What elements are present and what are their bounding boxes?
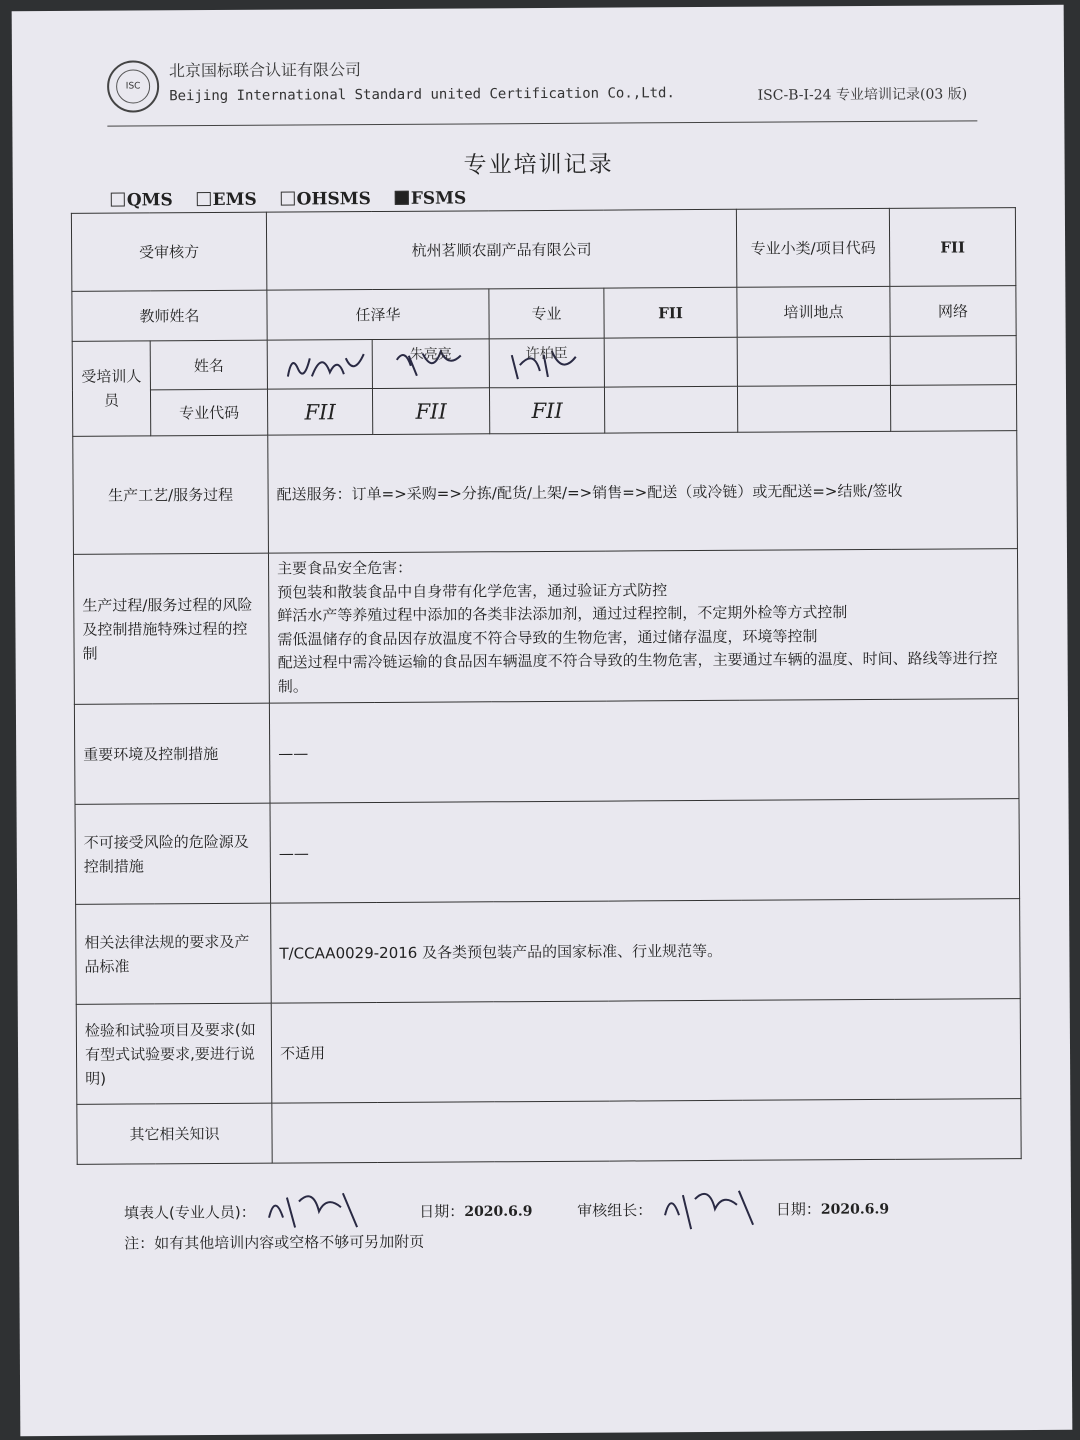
trainee-3-code: FII bbox=[489, 387, 604, 434]
risk-line: 预包装和散装食品中自身带有化学危害，通过验证方式防控 bbox=[277, 580, 668, 602]
row-trainee-codes bbox=[72, 385, 1016, 437]
other-knowledge-label: 其它相关知识 bbox=[77, 1103, 272, 1164]
document-code: ISC-B-I-24 专业培训记录(03 版) bbox=[757, 86, 968, 104]
reviewer-date-label: 日期： bbox=[775, 1199, 821, 1219]
row-inspection bbox=[76, 999, 1021, 1105]
risk-line: 主要食品安全危害： bbox=[277, 558, 413, 578]
trainee-empty-cell bbox=[604, 386, 737, 433]
management-system-checklist bbox=[111, 188, 485, 210]
company-name-cn: 北京国标联合认证有限公司 bbox=[168, 60, 362, 81]
major-label: 专业 bbox=[489, 288, 604, 339]
checked-checkbox-icon bbox=[395, 191, 409, 205]
row-other-knowledge bbox=[77, 1099, 1021, 1165]
filler-date: 2020.6.9 bbox=[464, 1203, 533, 1220]
system-ohsms[interactable]: OHSMS bbox=[281, 189, 371, 210]
row-risk bbox=[73, 549, 1018, 705]
company-name-en: Beijing International Standard united Certification Co.,Ltd. bbox=[169, 85, 675, 105]
reviewer-label: 审核组长： bbox=[577, 1200, 653, 1220]
reviewer-signature-icon bbox=[657, 1185, 767, 1236]
trainee-empty-cell bbox=[737, 336, 890, 386]
location-value: 网络 bbox=[890, 286, 1016, 337]
risk-line: 配送过程中需冷链运输的食品因车辆温度不符合导致的生物危害，主要通过车辆的温度、时间、路线等进行控制。 bbox=[277, 649, 998, 696]
filler-signature-icon bbox=[260, 1187, 370, 1238]
logo-mark: ISC bbox=[116, 69, 150, 103]
system-fsms[interactable]: FSMS bbox=[395, 188, 467, 208]
trainee-empty-cell bbox=[737, 385, 890, 432]
row-environment bbox=[74, 699, 1019, 805]
trainee-empty-cell bbox=[890, 385, 1016, 432]
name-label: 姓名 bbox=[150, 340, 267, 390]
row-trainee-names bbox=[72, 336, 1016, 391]
header-divider bbox=[107, 120, 977, 126]
trainee-3-name: 许柏臣 bbox=[489, 338, 604, 388]
footer-note: 注：如有其他培训内容或空格不够可另加附页 bbox=[124, 1232, 425, 1253]
risk-line: 鲜活水产等养殖过程中添加的各类非法添加剂，通过过程控制，不定期外检等方式控制 bbox=[277, 603, 848, 625]
subcategory-value: FII bbox=[889, 208, 1015, 287]
trainee-1-name bbox=[267, 340, 372, 390]
trainee-2-name: 朱亮亮 bbox=[372, 339, 489, 389]
trainee-1-code: FII bbox=[267, 389, 372, 436]
trainees-label: 受培训人员 bbox=[72, 341, 151, 436]
location-label: 培训地点 bbox=[737, 286, 890, 337]
row-law bbox=[76, 899, 1021, 1005]
auditee-label: 受审核方 bbox=[71, 212, 266, 291]
row-teacher bbox=[72, 286, 1016, 342]
row-unacceptable-risk bbox=[75, 799, 1020, 905]
major-value: FII bbox=[604, 287, 737, 338]
system-ems[interactable]: EMS bbox=[197, 190, 257, 210]
environment-label: 重要环境及控制措施 bbox=[74, 703, 270, 804]
inspection-label: 检验和试验项目及要求(如有型式试验要求,要进行说明) bbox=[76, 1003, 272, 1104]
risk-value bbox=[268, 549, 1018, 704]
teacher-value: 任泽华 bbox=[267, 289, 489, 340]
auditee-value: 杭州茗顺农副产品有限公司 bbox=[266, 209, 736, 290]
environment-value: —— bbox=[269, 699, 1019, 804]
signature-icon bbox=[282, 346, 372, 389]
row-process bbox=[73, 431, 1018, 555]
law-value: T/CCAA0029-2016 及各类预包装产品的国家标准、行业规范等。 bbox=[271, 899, 1021, 1004]
inspection-value: 不适用 bbox=[271, 999, 1021, 1104]
subcategory-label: 专业小类/项目代码 bbox=[736, 208, 889, 287]
signature-line bbox=[124, 1184, 889, 1239]
filler-date-label: 日期： bbox=[419, 1201, 465, 1221]
other-knowledge-value bbox=[272, 1099, 1021, 1164]
document-sheet bbox=[12, 5, 1073, 1436]
checkbox-icon bbox=[111, 193, 125, 207]
checkbox-icon bbox=[197, 192, 211, 206]
system-qms[interactable]: QMS bbox=[111, 190, 173, 210]
training-record-table bbox=[71, 207, 1022, 1165]
trainee-empty-cell bbox=[890, 336, 1016, 386]
company-logo bbox=[107, 60, 159, 112]
form-title: 专业培训记录 bbox=[463, 151, 614, 179]
law-label: 相关法律法规的要求及产品标准 bbox=[76, 903, 272, 1004]
trainee-2-code: FII bbox=[372, 388, 489, 435]
risk-label: 生产过程/服务过程的风险及控制措施特殊过程的控制 bbox=[73, 553, 269, 704]
teacher-label: 教师姓名 bbox=[72, 290, 267, 341]
process-label: 生产工艺/服务过程 bbox=[73, 435, 269, 554]
checkbox-icon bbox=[281, 192, 295, 206]
code-label: 专业代码 bbox=[150, 389, 267, 436]
risk-line: 需低温储存的食品因存放温度不符合导致的生物危害，通过储存温度，环境等控制 bbox=[277, 626, 818, 649]
row-auditee bbox=[71, 208, 1015, 292]
trainee-empty-cell bbox=[604, 337, 737, 387]
process-value: 配送服务：订单=>采购=>分拣/配货/上架/=>销售=>配送（或冷链）或无配送=>结账/签收 bbox=[268, 431, 1018, 554]
unacceptable-risk-label: 不可接受风险的危险源及控制措施 bbox=[75, 803, 271, 904]
filler-label: 填表人(专业人员)： bbox=[123, 1203, 256, 1223]
letterhead bbox=[107, 45, 988, 145]
reviewer-date: 2020.6.9 bbox=[820, 1201, 890, 1218]
unacceptable-risk-value: —— bbox=[270, 799, 1020, 904]
